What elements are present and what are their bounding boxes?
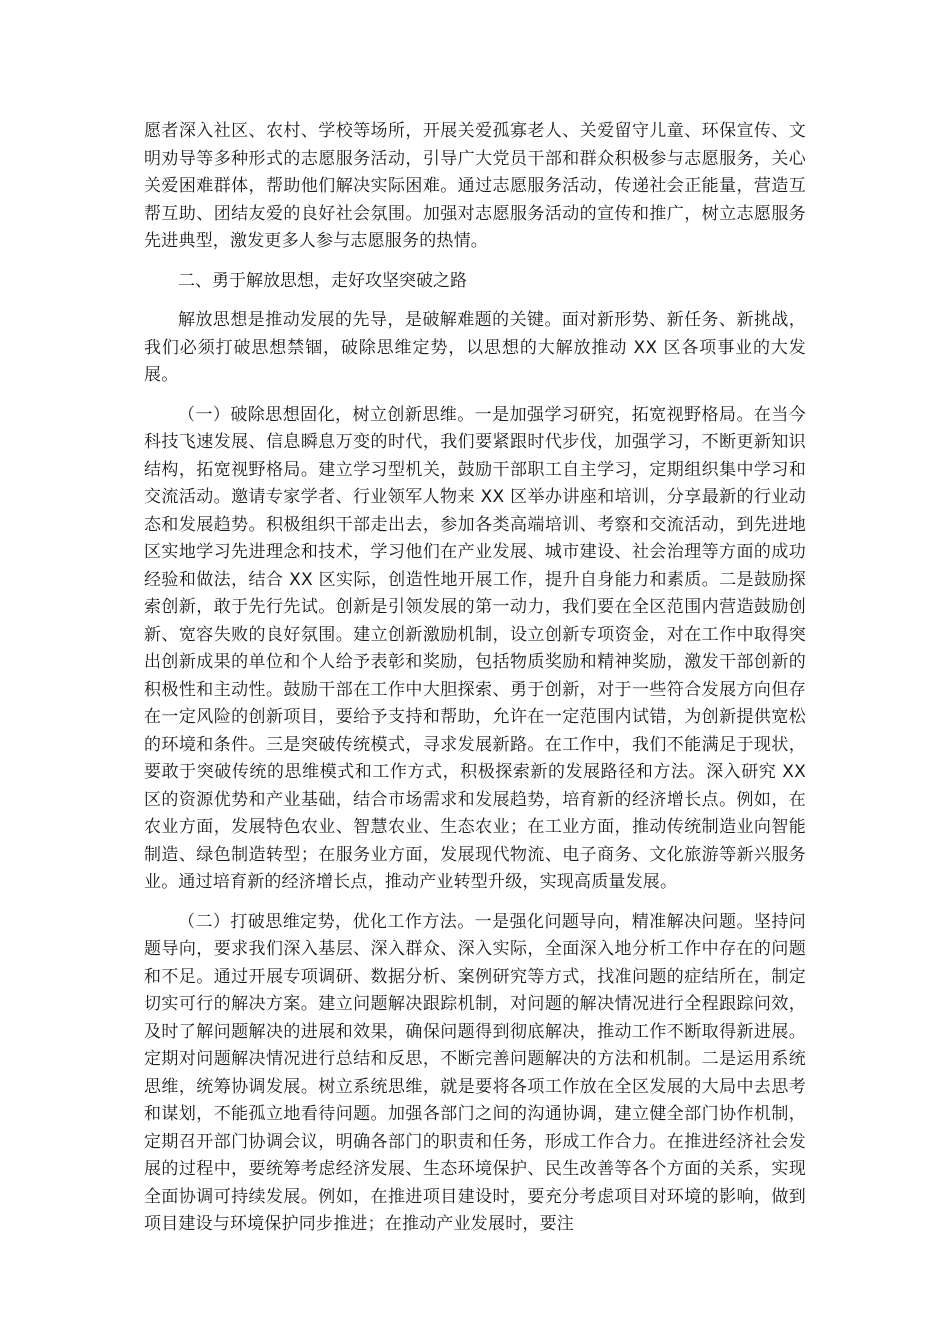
paragraph-intro-liberate-thinking: 解放思想是推动发展的先导，是破解难题的关键。面对新形势、新任务、新挑战，我们必须打破思想禁锢，破除思维定势，以思想的大解放推动 XX 区各项事业的大发展。 bbox=[144, 310, 806, 385]
document-page bbox=[144, 118, 806, 1251]
paragraph-work-methods: （二）打破思维定势，优化工作方法。一是强化问题导向，精准解决问题。坚持问题导向，要求我们深入基层、深入群众、深入实际，全面深入地分析工作中存在的问题和不足。通过开展专项调研、数据分析、案例研究等方式，找准问题的症结所在，制定切实可行的解决方案。建立问题解决跟踪机制，对问题的解决情况进行全程跟踪问效，及时了解问题解决的进展和效果，确保问题得到彻底解决，推动工作不断取得新进展。定期对问题解决情况进行总结和反思，不断完善问题解决的方法和机制。二是运用系统思维，统筹协调发展。树立系统思维，就是要将各项工作放在全区发展的大局中去思考和谋划，不能孤立地看待问题。加强各部门之间的沟通协调，建立健全部门协作机制，定期召开部门协调会议，明确各部门的职责和任务，形成工作合力。在推进经济社会发展的过程中，要统筹考虑经济发展、生态环境保护、民生改善等各个方面的关系，实现全面协调可持续发展。例如，在推进项目建设时，要充分考虑项目对环境的影响，做到项目建设与环境保护同步推进；在推动产业发展时，要注 bbox=[144, 911, 806, 1234]
paragraph-innovation-thinking: （一）破除思想固化，树立创新思维。一是加强学习研究，拓宽视野格局。在当今科技飞速发展、信息瞬息万变的时代，我们要紧跟时代步伐，加强学习，不断更新知识结构，拓宽视野格局。建立学习型机关，鼓励干部职工自主学习，定期组织集中学习和交流活动。邀请专家学者、行业领军人物来 XX 区举办讲座和培训，分享最新的行业动态和发展趋势。积极组织干部走出去，参加各类高端培训、考察和交流活动，到先进地区实地学习先进理念和技术，学习他们在产业发展、城市建设、社会治理等方面的成功经验和做法，结合 XX 区实际，创造性地开展工作，提升自身能力和素质。二是鼓励探索创新，敢于先行先试。创新是引领发展的第一动力，我们要在全区范围内营造鼓励创新、宽容失败的良好氛围。建立创新激励机制，设立创新专项资金，对在工作中取得突出创新成果的单位和个人给予表彰和奖励，包括物质奖励和精神奖励，激发干部创新的积极性和主动性。鼓励干部在工作中大胆探索、勇于创新，对于一些符合发展方向但存在一定风险的创新项目，要给予支持和帮助，允许在一定范围内试错，为创新提供宽松的环境和条件。三是突破传统模式，寻求发展新路。在工作中，我们不能满足于现状，要敢于突破传统的思维模式和工作方式，积极探索新的发展路径和方法。深入研究 XX 区的资源优势和产业基础，结合市场需求和发展趋势，培育新的经济增长点。例如，在农业方面，发展特色农业、智慧农业、生态农业；在工业方面，推动传统制造业向智能制造、绿色制造转型；在服务业方面，发展现代物流、电子商务、文化旅游等新兴服务业。通过培育新的经济增长点，推动产业转型升级，实现高质量发展。 bbox=[144, 404, 806, 892]
paragraph-volunteer-service: 愿者深入社区、农村、学校等场所，开展关爱孤寡老人、关爱留守儿童、环保宣传、文明劝导等多种形式的志愿服务活动，引导广大党员干部和群众积极参与志愿服务，关心关爱困难群体，帮助他们解决实际困难。通过志愿服务活动，传递社会正能量，营造互帮互助、团结友爱的良好社会氛围。加强对志愿服务活动的宣传和推广，树立志愿服务先进典型，激发更多人参与志愿服务的热情。 bbox=[144, 121, 806, 251]
section-heading-liberate-thinking: 二、勇于解放思想，走好攻坚突破之路 bbox=[178, 270, 467, 291]
